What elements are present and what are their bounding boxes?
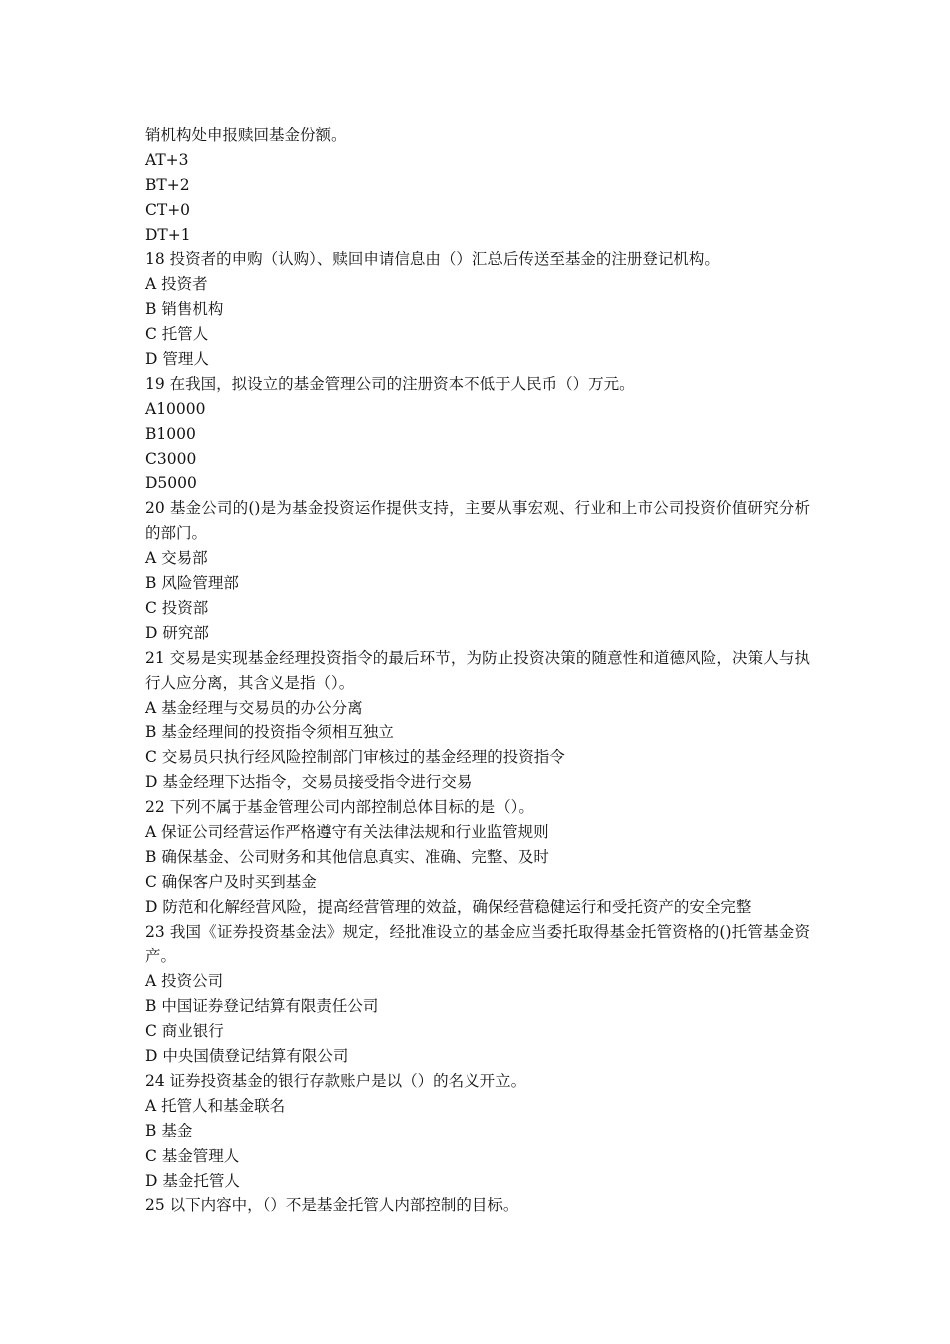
option-line: D 研究部	[145, 623, 209, 642]
question-22: 22 下列不属于基金管理公司内部控制总体目标的是（）。	[145, 798, 534, 817]
option-line: D 管理人	[145, 350, 209, 369]
option-line: C 托管人	[145, 325, 209, 344]
option-line: AT+3	[145, 150, 189, 169]
document-page	[145, 123, 810, 1218]
text-line: 销机构处申报赎回基金份额。	[145, 126, 347, 144]
option-line: B 基金	[145, 1121, 193, 1140]
question-24: 24 证券投资基金的银行存款账户是以（）的名义开立。	[145, 1071, 527, 1090]
option-line: B 中国证券登记结算有限责任公司	[145, 997, 379, 1016]
option-line: DT+1	[145, 225, 191, 244]
question-18: 18 投资者的申购（认购）、赎回申请信息由（）汇总后传送至基金的注册登记机构。	[145, 250, 720, 269]
option-line: B 销售机构	[145, 300, 224, 319]
option-line: A 基金经理与交易员的办公分离	[145, 698, 363, 717]
option-line: D 基金托管人	[145, 1171, 240, 1190]
option-line: C 交易员只执行经风险控制部门审核过的基金经理的投资指令	[145, 748, 565, 767]
option-line: A 托管人和基金联名	[145, 1096, 286, 1115]
question-20: 20 基金公司的()是为基金投资运作提供支持，主要从事宏观、行业和上市公司投资价值研究分析的部门。	[145, 499, 810, 543]
option-line: B 确保基金、公司财务和其他信息真实、准确、完整、及时	[145, 847, 549, 866]
option-line: A 保证公司经营运作严格遵守有关法律法规和行业监管规则	[145, 823, 549, 841]
option-line: B 风险管理部	[145, 574, 239, 593]
question-23: 23 我国《证券投资基金法》规定，经批准设立的基金应当委托取得基金托管资格的()托管基金资产。	[145, 922, 810, 966]
option-line: A 交易部	[145, 549, 208, 568]
option-line: D 基金经理下达指令，交易员接受指令进行交易	[145, 773, 473, 792]
option-line: C 确保客户及时买到基金	[145, 872, 317, 891]
option-line: B 基金经理间的投资指令须相互独立	[145, 723, 394, 742]
option-line: B1000	[145, 424, 196, 443]
option-line: D5000	[145, 474, 197, 493]
question-25: 25 以下内容中，（）不是基金托管人内部控制的目标。	[145, 1196, 519, 1215]
option-line: C 投资部	[145, 598, 209, 617]
option-line: A10000	[145, 399, 206, 418]
option-line: C3000	[145, 449, 197, 468]
option-line: D 防范和化解经营风险，提高经营管理的效益，确保经营稳健运行和受托资产的安全完整	[145, 897, 752, 916]
option-line: C 基金管理人	[145, 1146, 240, 1165]
option-line: BT+2	[145, 175, 190, 194]
question-19: 19 在我国，拟设立的基金管理公司的注册资本不低于人民币（）万元。	[145, 374, 635, 393]
option-line: A 投资者	[145, 275, 208, 294]
option-line: CT+0	[145, 200, 191, 219]
option-line: A 投资公司	[145, 972, 224, 991]
question-21: 21 交易是实现基金经理投资指令的最后环节，为防止投资决策的随意性和道德风险，决策人与执行人应分离，其含义是指（）。	[145, 648, 810, 692]
option-line: D 中央国债登记结算有限公司	[145, 1047, 349, 1066]
option-line: C 商业银行	[145, 1022, 224, 1041]
